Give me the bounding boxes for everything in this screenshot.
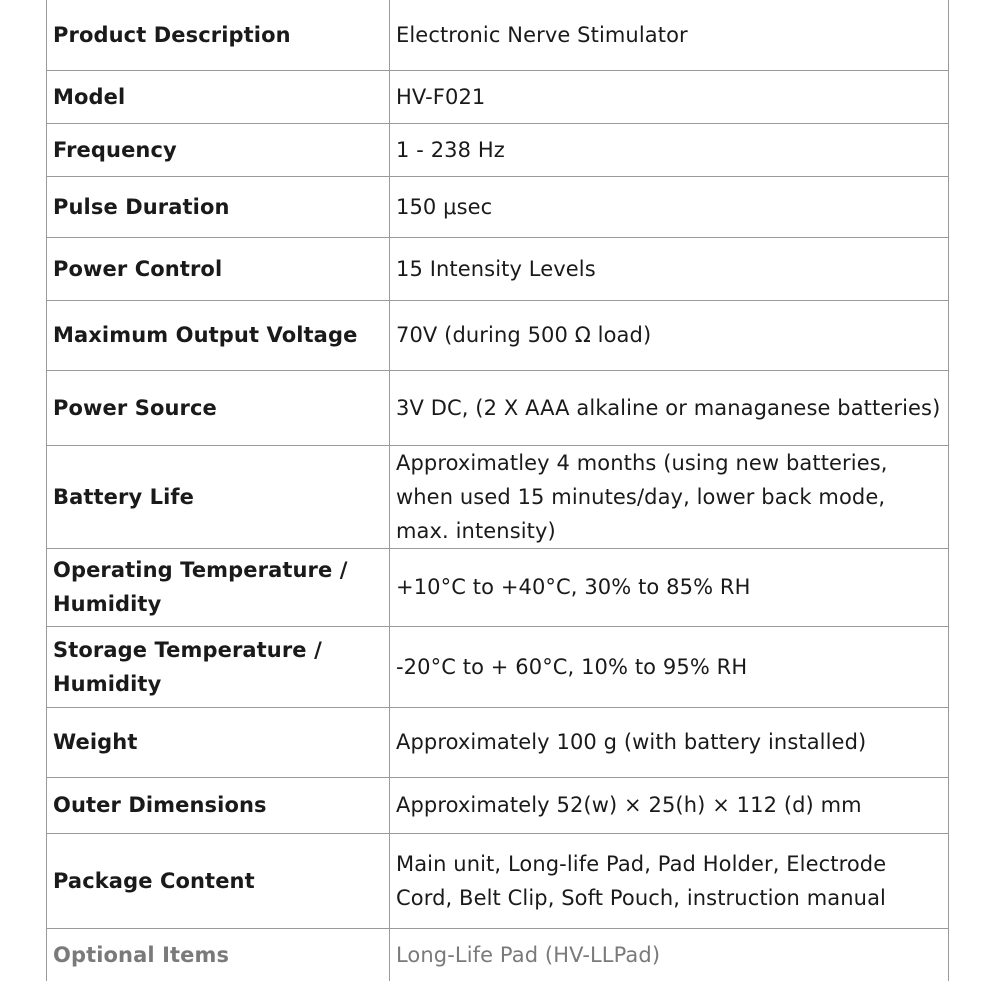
spec-value-cell — [390, 928, 949, 981]
spec-label-cell — [47, 370, 390, 445]
spec-label-cell — [47, 777, 390, 833]
spec-label-cell — [47, 707, 390, 777]
spec-row — [47, 707, 949, 777]
spec-label: Product Description — [53, 22, 291, 47]
spec-value-cell — [390, 300, 949, 370]
spec-label-cell — [47, 833, 390, 928]
spec-row — [47, 176, 949, 237]
spec-row — [47, 300, 949, 370]
spec-value-cell — [390, 548, 949, 626]
spec-label-cell — [47, 0, 390, 70]
spec-label-cell — [47, 237, 390, 300]
spec-row — [47, 445, 949, 548]
spec-label: Power Source — [53, 395, 217, 420]
spec-value-cell — [390, 626, 949, 707]
spec-label: Package Content — [53, 868, 255, 893]
spec-label: Optional Items — [53, 942, 230, 967]
spec-row — [47, 928, 949, 981]
spec-value-cell — [390, 777, 949, 833]
spec-value: -20°C to + 60°C, 10% to 95% RH — [396, 654, 748, 679]
spec-value: when used 15 minutes/day, lower back mode, — [396, 484, 886, 509]
spec-value-cell — [390, 370, 949, 445]
spec-value: 3V DC, (2 X AAA alkaline or managanese batteries) — [396, 395, 941, 420]
spec-value: +10°C to +40°C, 30% to 85% RH — [396, 575, 751, 599]
spec-row — [47, 626, 949, 707]
spec-value: Approximately 52(w) × 25(h) × 112 (d) mm — [396, 793, 862, 817]
spec-label: Power Control — [53, 256, 223, 281]
spec-label-cell — [47, 176, 390, 237]
spec-value: Main unit, Long-life Pad, Pad Holder, Electrode — [396, 851, 887, 876]
spec-row — [47, 70, 949, 123]
spec-row — [47, 237, 949, 300]
spec-row — [47, 370, 949, 445]
spec-value-cell — [390, 0, 949, 70]
spec-table-body — [47, 0, 949, 981]
spec-label: Weight — [53, 730, 138, 754]
spec-value: Electronic Nerve Stimulator — [396, 22, 688, 47]
spec-row — [47, 777, 949, 833]
spec-value: 1 - 238 Hz — [396, 137, 505, 162]
spec-value: max. intensity) — [396, 518, 556, 543]
spec-label: Frequency — [53, 137, 177, 162]
spec-value-cell — [390, 833, 949, 928]
spec-label: Operating Temperature / — [53, 558, 348, 582]
spec-value-cell — [390, 70, 949, 123]
spec-row — [47, 833, 949, 928]
spec-value-cell — [390, 707, 949, 777]
spec-value: Approximatley 4 months (using new batteries, — [396, 450, 888, 475]
spec-value-cell — [390, 123, 949, 176]
spec-table — [46, 0, 949, 981]
spec-row — [47, 0, 949, 70]
spec-label-cell — [47, 70, 390, 123]
spec-label-cell — [47, 300, 390, 370]
spec-label: Outer Dimensions — [53, 793, 267, 817]
spec-value: 150 μsec — [396, 194, 493, 219]
spec-value: 15 Intensity Levels — [396, 256, 596, 281]
spec-row — [47, 548, 949, 626]
spec-value: 70V (during 500 Ω load) — [396, 323, 652, 347]
spec-row — [47, 123, 949, 176]
spec-label: Humidity — [53, 592, 162, 616]
spec-label: Battery Life — [53, 484, 195, 509]
spec-value: Cord, Belt Clip, Soft Pouch, instruction manual — [396, 885, 886, 910]
spec-value: Approximately 100 g (with battery installed) — [396, 730, 867, 754]
spec-label: Maximum Output Voltage — [53, 323, 358, 347]
spec-label: Humidity — [53, 671, 162, 696]
spec-label: Storage Temperature / — [53, 637, 322, 662]
spec-value-cell — [390, 445, 949, 548]
spec-label-cell — [47, 548, 390, 626]
spec-value-cell — [390, 237, 949, 300]
spec-label-cell — [47, 445, 390, 548]
spec-label-cell — [47, 123, 390, 176]
spec-label-cell — [47, 626, 390, 707]
spec-value: HV-F021 — [396, 84, 486, 109]
spec-value: Long-Life Pad (HV-LLPad) — [396, 942, 661, 967]
spec-label: Pulse Duration — [53, 194, 230, 219]
spec-value-cell — [390, 176, 949, 237]
spec-label-cell — [47, 928, 390, 981]
spec-label: Model — [53, 84, 126, 109]
